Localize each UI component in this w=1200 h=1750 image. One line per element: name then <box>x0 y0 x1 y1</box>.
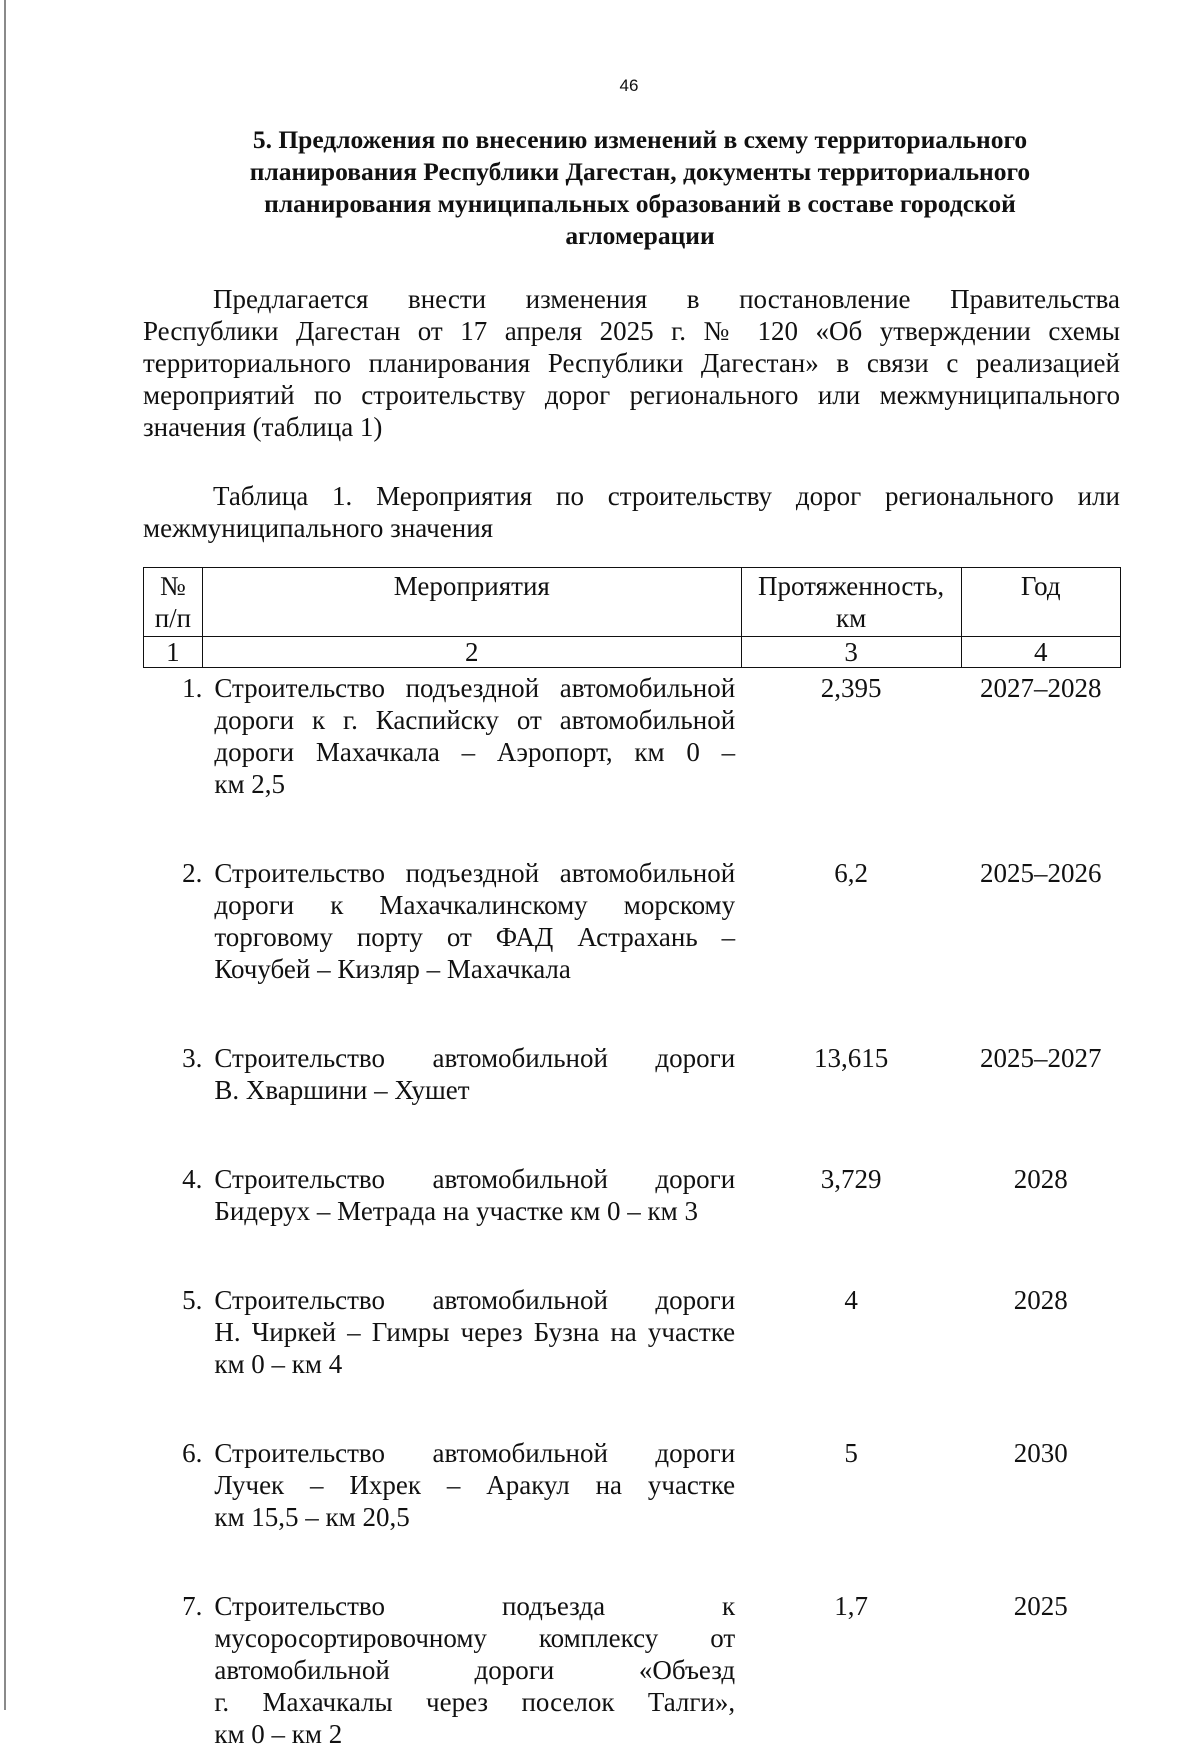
column-number-row <box>144 637 1121 668</box>
row-event-line: дороги к Махачкалинскому морскому <box>214 890 736 920</box>
row-length: 5 <box>844 1438 858 1468</box>
row-number <box>144 1038 203 1106</box>
row-year: 2025 <box>1013 1591 1068 1621</box>
intro-paragraph <box>143 283 1120 443</box>
header-year: Год <box>961 568 1121 637</box>
table-row <box>144 1586 1121 1750</box>
row-event-line: км 15,5 – км 20,5 <box>214 1502 410 1532</box>
table-row <box>144 853 1121 985</box>
row-event-line: В. Хваршини – Хушет <box>214 1075 470 1105</box>
row-number-text: 6. <box>182 1438 203 1468</box>
row-spacer <box>144 800 1121 853</box>
row-number-text: 1. <box>182 673 203 703</box>
table-caption-line: межмуниципального значения <box>143 513 494 543</box>
row-spacer <box>144 1227 1121 1280</box>
table-row <box>144 1433 1121 1533</box>
row-event <box>202 1159 741 1227</box>
row-event-line: автомобильной дороги «Объезд <box>214 1655 736 1685</box>
row-number <box>144 1280 203 1380</box>
scan-edge-line <box>4 0 6 1710</box>
row-event-line: дороги Махачкала – Аэропорт, км 0 – <box>214 737 736 767</box>
row-length: 2,395 <box>820 673 882 703</box>
row-spacer <box>144 1533 1121 1586</box>
row-event <box>202 853 741 985</box>
row-number-text: 3. <box>182 1043 203 1073</box>
row-length: 4 <box>844 1285 858 1315</box>
row-event-line: Кочубей – Кизляр – Махачкала <box>214 954 571 984</box>
table-row <box>144 1280 1121 1380</box>
row-event-line: Строительство автомобильной дороги <box>214 1285 736 1315</box>
row-event <box>202 1038 741 1106</box>
row-event-line: км 2,5 <box>214 769 286 799</box>
row-year: 2028 <box>1013 1285 1068 1315</box>
row-spacer <box>144 1106 1121 1159</box>
row-year: 2030 <box>1013 1438 1068 1468</box>
row-event-line: Строительство автомобильной дороги <box>214 1438 736 1468</box>
row-event-line: Строительство автомобильной дороги <box>214 1043 736 1073</box>
row-number-text: 7. <box>182 1591 203 1621</box>
row-year: 2025–2027 <box>980 1043 1102 1073</box>
row-event <box>202 1280 741 1380</box>
table-caption-line: Таблица 1. Мероприятия по строительству дорог регионального или <box>213 481 1120 511</box>
row-event-line: Н. Чиркей – Гимры через Бузна на участке <box>214 1317 736 1347</box>
header-number <box>144 568 203 637</box>
row-number-text: 2. <box>182 858 203 888</box>
row-spacer-cell <box>144 1106 1121 1159</box>
column-number: 3 <box>741 637 961 668</box>
row-event-line: Лучек – Ихрек – Аракул на участке <box>214 1470 736 1500</box>
row-event-line: торговому порту от ФАД Астрахань – <box>214 922 736 952</box>
row-spacer-cell <box>144 800 1121 853</box>
row-spacer-cell <box>144 985 1121 1038</box>
row-number <box>144 1586 203 1750</box>
row-number <box>144 1433 203 1533</box>
header-event: Мероприятия <box>202 568 741 637</box>
row-event-line: Строительство подъездной автомобильной <box>214 673 736 703</box>
row-event <box>202 1586 741 1750</box>
header-length-line: Протяженность, <box>757 571 945 601</box>
row-event <box>202 668 741 801</box>
table-row <box>144 1159 1121 1227</box>
row-event-line: км 0 – км 2 <box>214 1719 343 1749</box>
header-number-line: п/п <box>154 603 192 633</box>
section-title-line: планирования муниципальных образований в составе городской <box>264 189 1016 218</box>
row-event-line: Бидерух – Метрада на участке км 0 – км 3 <box>214 1196 698 1226</box>
column-number: 1 <box>144 637 203 668</box>
row-number <box>144 668 203 801</box>
intro-line: Предлагается внести изменения в постановление Правительства <box>213 284 1120 314</box>
section-title-line: планирования Республики Дагестан, документы территориального <box>249 157 1031 186</box>
column-number: 4 <box>961 637 1121 668</box>
road-events-table <box>143 567 1121 1750</box>
header-length <box>741 568 961 637</box>
row-length: 3,729 <box>820 1164 882 1194</box>
row-spacer <box>144 1380 1121 1433</box>
column-number: 2 <box>202 637 741 668</box>
row-number-text: 4. <box>182 1164 203 1194</box>
row-spacer-cell <box>144 1227 1121 1280</box>
intro-line: территориального планирования Республики Дагестан» в связи с реализацией <box>143 348 1120 378</box>
row-number-text: 5. <box>182 1285 203 1315</box>
row-number <box>144 1159 203 1227</box>
row-event-line: км 0 – км 4 <box>214 1349 343 1379</box>
row-spacer-cell <box>144 1533 1121 1586</box>
table-row <box>144 1038 1121 1106</box>
row-length: 13,615 <box>813 1043 889 1073</box>
page-number: 46 <box>619 76 639 95</box>
header-length-line: км <box>835 603 867 633</box>
intro-line: значения (таблица 1) <box>143 412 383 442</box>
row-event-line: дороги к г. Каспийску от автомобильной <box>214 705 736 735</box>
header-number-line: № <box>160 571 186 601</box>
row-event-line: Строительство подъезда к <box>214 1591 736 1621</box>
table-row <box>144 668 1121 801</box>
row-spacer-cell <box>144 1380 1121 1433</box>
section-title-line: агломерации <box>565 221 715 250</box>
section-title-line: 5. Предложения по внесению изменений в схему территориального <box>252 125 1028 154</box>
row-event-line: мусоросортировочному комплексу от <box>214 1623 736 1653</box>
intro-line: мероприятий по строительству дорог регионального или межмуниципального <box>143 380 1120 410</box>
intro-line: Республики Дагестан от 17 апреля 2025 г. № 120 «Об утверждении схемы <box>143 316 1120 346</box>
row-length: 6,2 <box>834 858 868 888</box>
row-event <box>202 1433 741 1533</box>
table-caption <box>143 480 1120 544</box>
row-event-line: Строительство автомобильной дороги <box>214 1164 736 1194</box>
row-year: 2027–2028 <box>980 673 1102 703</box>
row-spacer <box>144 985 1121 1038</box>
table-header-row <box>144 568 1121 637</box>
section-title <box>160 124 1120 252</box>
row-length: 1,7 <box>834 1591 868 1621</box>
row-year: 2028 <box>1013 1164 1068 1194</box>
row-event-line: г. Махачкалы через поселок Талги», <box>214 1687 736 1717</box>
row-year: 2025–2026 <box>980 858 1102 888</box>
row-event-line: Строительство подъездной автомобильной <box>214 858 736 888</box>
row-number <box>144 853 203 985</box>
